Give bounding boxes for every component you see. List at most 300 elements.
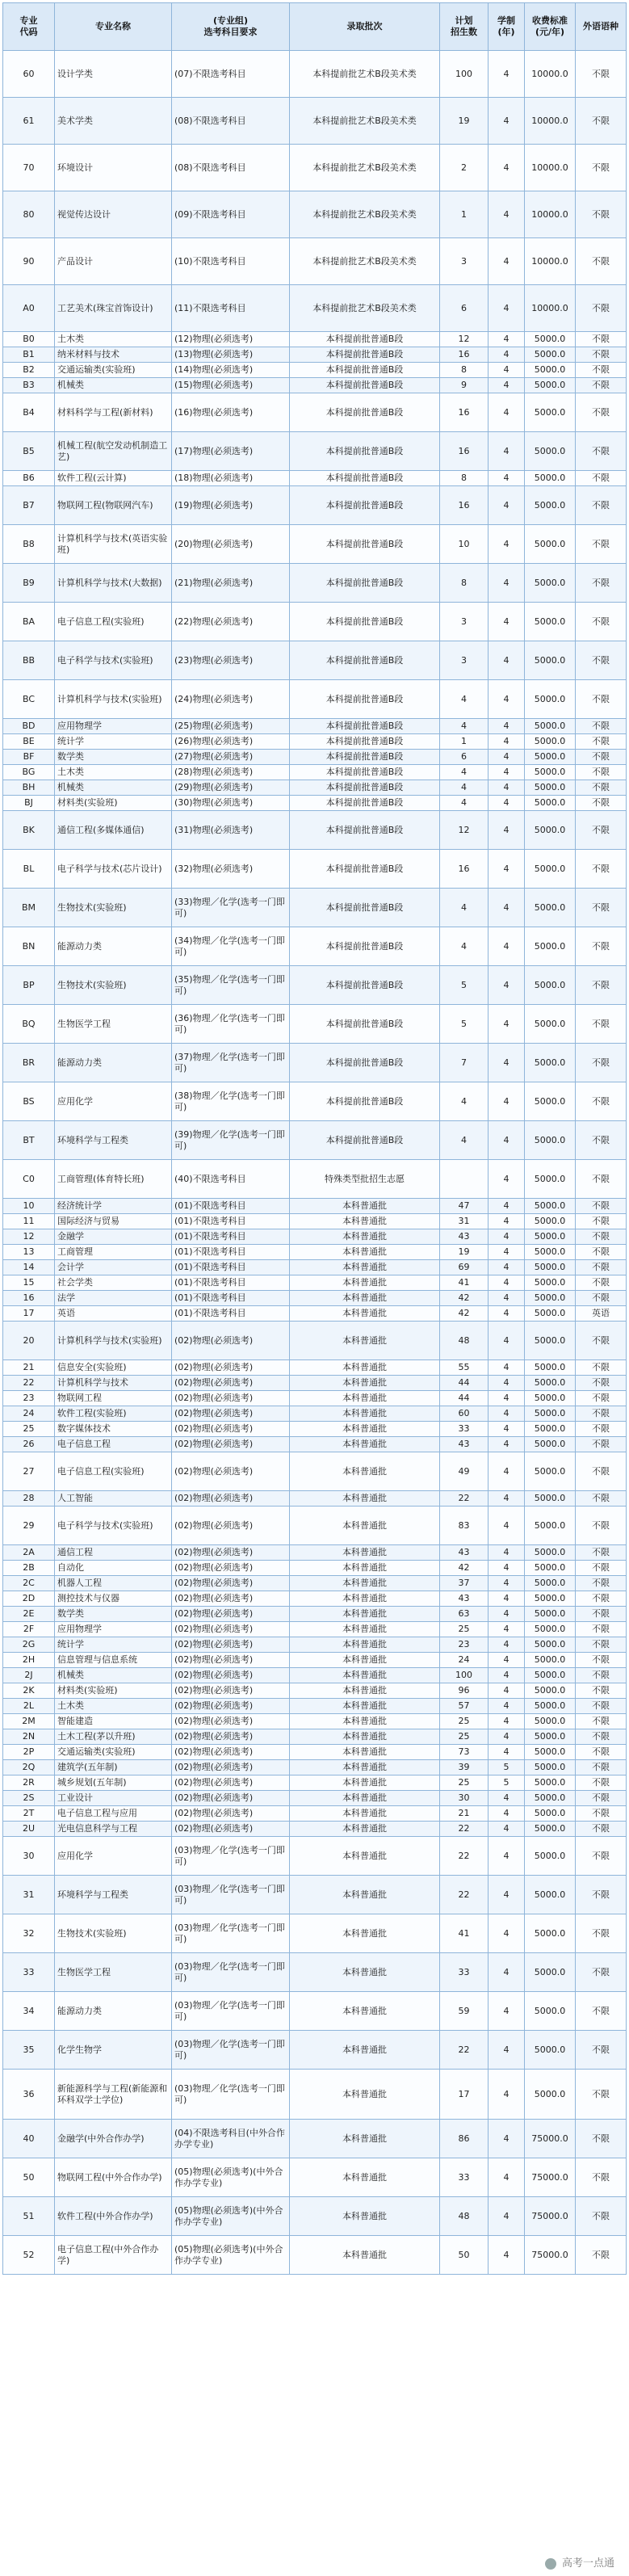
major-name-cell: 电子科学与技术(实验班) (55, 641, 172, 680)
study-years-cell: 4 (489, 238, 525, 285)
admission-batch-cell: 本科普通批 (290, 1245, 440, 1260)
admission-batch-cell: 本科提前批艺术B段美术类 (290, 238, 440, 285)
table-row (3, 603, 627, 641)
major-name-cell: 应用化学 (55, 1082, 172, 1121)
major-name-cell: 机械类 (55, 780, 172, 796)
subject-requirement-cell: (03)物理／化学(选考一门即可) (172, 2070, 290, 2120)
subject-requirement-cell: (02)物理(必须选考) (172, 1607, 290, 1622)
tuition-fee-cell: 5000.0 (525, 1837, 576, 1876)
table-row (3, 393, 627, 432)
plan-count-cell: 12 (440, 332, 489, 347)
tuition-fee-cell: 5000.0 (525, 1260, 576, 1275)
study-years-cell: 4 (489, 285, 525, 332)
plan-count-cell: 86 (440, 2120, 489, 2158)
foreign-language-cell: 不限 (576, 1121, 627, 1160)
study-years-cell: 4 (489, 145, 525, 191)
admission-batch-cell: 本科普通批 (290, 1914, 440, 1953)
major-name-cell: 城乡规划(五年制) (55, 1775, 172, 1791)
study-years-cell: 4 (489, 191, 525, 238)
table-row (3, 1306, 627, 1322)
admission-batch-cell: 本科普通批 (290, 1714, 440, 1729)
table-row (3, 1622, 627, 1637)
major-name-cell: 软件工程(云计算) (55, 471, 172, 486)
header-batch: 录取批次 (290, 3, 440, 51)
major-code-cell: BL (3, 850, 55, 889)
major-name-cell: 通信工程 (55, 1545, 172, 1561)
study-years-cell: 4 (489, 1699, 525, 1714)
subject-requirement-cell: (02)物理(必须选考) (172, 1507, 290, 1545)
plan-count-cell: 41 (440, 1275, 489, 1291)
subject-requirement-cell: (02)物理(必须选考) (172, 1322, 290, 1360)
plan-count-cell: 42 (440, 1291, 489, 1306)
plan-count-cell: 16 (440, 850, 489, 889)
major-code-cell: 51 (3, 2197, 55, 2236)
major-name-cell: 软件工程(实验班) (55, 1406, 172, 1422)
study-years-cell: 4 (489, 1992, 525, 2031)
admission-batch-cell: 本科提前批普通B段 (290, 486, 440, 525)
table-row (3, 1683, 627, 1699)
plan-count-cell: 30 (440, 1791, 489, 1806)
table-row (3, 378, 627, 393)
table-row (3, 1422, 627, 1437)
admission-batch-cell: 本科提前批艺术B段美术类 (290, 145, 440, 191)
table-row (3, 1376, 627, 1391)
study-years-cell: 4 (489, 564, 525, 603)
major-name-cell: 国际经济与贸易 (55, 1214, 172, 1229)
tuition-fee-cell: 5000.0 (525, 1121, 576, 1160)
study-years-cell: 4 (489, 1322, 525, 1360)
subject-requirement-cell: (33)物理／化学(选考一门即可) (172, 889, 290, 927)
table-row (3, 2070, 627, 2120)
subject-requirement-cell: (05)物理(必须选考)(中外合作办学专业) (172, 2236, 290, 2275)
foreign-language-cell: 不限 (576, 191, 627, 238)
tuition-fee-cell: 5000.0 (525, 1637, 576, 1653)
foreign-language-cell: 不限 (576, 1507, 627, 1545)
foreign-language-cell: 不限 (576, 486, 627, 525)
study-years-cell: 5 (489, 1775, 525, 1791)
foreign-language-cell: 英语 (576, 1306, 627, 1322)
foreign-language-cell: 不限 (576, 1245, 627, 1260)
table-row (3, 889, 627, 927)
major-name-cell: 英语 (55, 1306, 172, 1322)
admission-batch-cell: 本科普通批 (290, 1561, 440, 1576)
study-years-cell: 4 (489, 347, 525, 363)
subject-requirement-cell: (17)物理(必须选考) (172, 432, 290, 471)
major-code-cell: 2U (3, 1822, 55, 1837)
table-row (3, 1668, 627, 1683)
foreign-language-cell: 不限 (576, 2236, 627, 2275)
study-years-cell: 4 (489, 1360, 525, 1376)
foreign-language-cell: 不限 (576, 363, 627, 378)
admission-batch-cell: 本科普通批 (290, 1668, 440, 1683)
major-name-cell: 电子信息工程(实验班) (55, 1452, 172, 1491)
table-row (3, 1607, 627, 1622)
study-years-cell: 4 (489, 1245, 525, 1260)
table-row (3, 285, 627, 332)
major-code-cell: 2F (3, 1622, 55, 1637)
admission-batch-cell: 本科普通批 (290, 1876, 440, 1914)
major-code-cell: 34 (3, 1992, 55, 2031)
plan-count-cell: 96 (440, 1683, 489, 1699)
major-name-cell: 能源动力类 (55, 1992, 172, 2031)
tuition-fee-cell: 5000.0 (525, 1683, 576, 1699)
admission-batch-cell: 本科提前批普通B段 (290, 796, 440, 811)
major-code-cell: BN (3, 927, 55, 966)
study-years-cell: 4 (489, 641, 525, 680)
foreign-language-cell: 不限 (576, 393, 627, 432)
major-code-cell: 2N (3, 1729, 55, 1745)
tuition-fee-cell: 5000.0 (525, 1491, 576, 1507)
major-code-cell: 17 (3, 1306, 55, 1322)
table-row (3, 734, 627, 750)
table-row (3, 1229, 627, 1245)
major-code-cell: 80 (3, 191, 55, 238)
subject-requirement-cell: (32)物理(必须选考) (172, 850, 290, 889)
study-years-cell: 4 (489, 1876, 525, 1914)
tuition-fee-cell: 5000.0 (525, 525, 576, 564)
foreign-language-cell: 不限 (576, 680, 627, 719)
tuition-fee-cell: 5000.0 (525, 1775, 576, 1791)
tuition-fee-cell: 5000.0 (525, 719, 576, 734)
subject-requirement-cell: (27)物理(必须选考) (172, 750, 290, 765)
subject-requirement-cell: (02)物理(必须选考) (172, 1668, 290, 1683)
foreign-language-cell: 不限 (576, 1160, 627, 1199)
foreign-language-cell: 不限 (576, 1876, 627, 1914)
table-row (3, 1452, 627, 1491)
subject-requirement-cell: (02)物理(必须选考) (172, 1775, 290, 1791)
table-row (3, 1822, 627, 1837)
tuition-fee-cell: 10000.0 (525, 145, 576, 191)
major-code-cell: BC (3, 680, 55, 719)
tuition-fee-cell: 5000.0 (525, 1245, 576, 1260)
admission-batch-cell: 本科提前批普通B段 (290, 641, 440, 680)
plan-count-cell: 25 (440, 1729, 489, 1745)
tuition-fee-cell: 5000.0 (525, 680, 576, 719)
major-code-cell: 61 (3, 98, 55, 145)
major-code-cell: BB (3, 641, 55, 680)
study-years-cell: 4 (489, 1291, 525, 1306)
major-code-cell: BP (3, 966, 55, 1005)
subject-requirement-cell: (02)物理(必须选考) (172, 1791, 290, 1806)
foreign-language-cell: 不限 (576, 471, 627, 486)
foreign-language-cell: 不限 (576, 1376, 627, 1391)
admission-batch-cell: 本科提前批普通B段 (290, 927, 440, 966)
table-row (3, 525, 627, 564)
admission-batch-cell: 特殊类型批招生志愿 (290, 1160, 440, 1199)
admission-batch-cell: 本科提前批普通B段 (290, 966, 440, 1005)
plan-count-cell: 22 (440, 1837, 489, 1876)
foreign-language-cell: 不限 (576, 564, 627, 603)
major-name-cell: 信息管理与信息系统 (55, 1653, 172, 1668)
tuition-fee-cell: 5000.0 (525, 1082, 576, 1121)
table-row (3, 1775, 627, 1791)
subject-requirement-cell: (02)物理(必须选考) (172, 1591, 290, 1607)
subject-requirement-cell: (36)物理／化学(选考一门即可) (172, 1005, 290, 1044)
admission-batch-cell: 本科提前批普通B段 (290, 850, 440, 889)
subject-requirement-cell: (01)不限选考科目 (172, 1199, 290, 1214)
admission-batch-cell: 本科提前批普通B段 (290, 471, 440, 486)
major-name-cell: 电子科学与技术(芯片设计) (55, 850, 172, 889)
table-row (3, 811, 627, 850)
foreign-language-cell: 不限 (576, 1953, 627, 1992)
subject-requirement-cell: (02)物理(必须选考) (172, 1622, 290, 1637)
major-code-cell: BR (3, 1044, 55, 1082)
foreign-language-cell: 不限 (576, 1992, 627, 2031)
table-row (3, 1437, 627, 1452)
table-row (3, 750, 627, 765)
table-row (3, 1576, 627, 1591)
foreign-language-cell: 不限 (576, 750, 627, 765)
table-row (3, 347, 627, 363)
tuition-fee-cell: 5000.0 (525, 1322, 576, 1360)
admission-batch-cell: 本科普通批 (290, 1683, 440, 1699)
admission-batch-cell: 本科提前批艺术B段美术类 (290, 191, 440, 238)
major-code-cell: BJ (3, 796, 55, 811)
table-row (3, 486, 627, 525)
tuition-fee-cell: 5000.0 (525, 332, 576, 347)
tuition-fee-cell: 5000.0 (525, 1668, 576, 1683)
admission-batch-cell: 本科普通批 (290, 1837, 440, 1876)
major-name-cell: 电子科学与技术(实验班) (55, 1507, 172, 1545)
foreign-language-cell: 不限 (576, 285, 627, 332)
table-row (3, 1806, 627, 1822)
admission-batch-cell: 本科普通批 (290, 1406, 440, 1422)
table-row (3, 1507, 627, 1545)
study-years-cell: 5 (489, 1760, 525, 1775)
major-name-cell: 法学 (55, 1291, 172, 1306)
foreign-language-cell: 不限 (576, 1214, 627, 1229)
major-code-cell: 2M (3, 1714, 55, 1729)
major-name-cell: 设计学类 (55, 51, 172, 98)
tuition-fee-cell: 5000.0 (525, 641, 576, 680)
plan-count-cell: 3 (440, 641, 489, 680)
study-years-cell: 4 (489, 2236, 525, 2275)
major-code-cell: 32 (3, 1914, 55, 1953)
admission-batch-cell: 本科提前批普通B段 (290, 363, 440, 378)
subject-requirement-cell: (04)不限选考科目(中外合作办学专业) (172, 2120, 290, 2158)
major-name-cell: 应用物理学 (55, 1622, 172, 1637)
study-years-cell: 4 (489, 525, 525, 564)
subject-requirement-cell: (28)物理(必须选考) (172, 765, 290, 780)
major-name-cell: 金融学(中外合作办学) (55, 2120, 172, 2158)
tuition-fee-cell: 10000.0 (525, 285, 576, 332)
plan-count-cell: 16 (440, 486, 489, 525)
plan-count-cell: 41 (440, 1914, 489, 1953)
plan-count-cell: 42 (440, 1306, 489, 1322)
study-years-cell: 4 (489, 1729, 525, 1745)
major-code-cell: 29 (3, 1507, 55, 1545)
major-code-cell: 20 (3, 1322, 55, 1360)
study-years-cell: 4 (489, 680, 525, 719)
major-name-cell: 电子信息工程(中外合作办学) (55, 2236, 172, 2275)
admission-batch-cell: 本科普通批 (290, 1653, 440, 1668)
tuition-fee-cell: 10000.0 (525, 51, 576, 98)
subject-requirement-cell: (05)物理(必须选考)(中外合作办学专业) (172, 2197, 290, 2236)
major-name-cell: 电子信息工程与应用 (55, 1806, 172, 1822)
foreign-language-cell: 不限 (576, 1607, 627, 1622)
major-code-cell: 2D (3, 1591, 55, 1607)
tuition-fee-cell: 5000.0 (525, 1214, 576, 1229)
major-code-cell: BT (3, 1121, 55, 1160)
tuition-fee-cell: 5000.0 (525, 2031, 576, 2070)
admission-batch-cell: 本科普通批 (290, 1806, 440, 1822)
foreign-language-cell: 不限 (576, 1044, 627, 1082)
tuition-fee-cell: 5000.0 (525, 486, 576, 525)
major-code-cell: 30 (3, 1837, 55, 1876)
plan-count-cell: 33 (440, 2158, 489, 2197)
tuition-fee-cell: 5000.0 (525, 1953, 576, 1992)
major-name-cell: 数学类 (55, 750, 172, 765)
tuition-fee-cell: 5000.0 (525, 1576, 576, 1591)
plan-count-cell: 42 (440, 1561, 489, 1576)
admission-batch-cell: 本科普通批 (290, 1791, 440, 1806)
subject-requirement-cell: (14)物理(必须选考) (172, 363, 290, 378)
subject-requirement-cell: (02)物理(必须选考) (172, 1376, 290, 1391)
table-row (3, 51, 627, 98)
foreign-language-cell: 不限 (576, 1914, 627, 1953)
major-code-cell: 2A (3, 1545, 55, 1561)
major-code-cell: B7 (3, 486, 55, 525)
foreign-language-cell: 不限 (576, 1745, 627, 1760)
foreign-language-cell: 不限 (576, 1322, 627, 1360)
major-name-cell: 土木工程(茅以升班) (55, 1729, 172, 1745)
table-row (3, 1082, 627, 1121)
tuition-fee-cell: 75000.0 (525, 2158, 576, 2197)
admission-batch-cell: 本科普通批 (290, 1214, 440, 1229)
major-code-cell: B8 (3, 525, 55, 564)
admission-batch-cell: 本科普通批 (290, 1199, 440, 1214)
major-name-cell: 工业设计 (55, 1791, 172, 1806)
study-years-cell: 4 (489, 432, 525, 471)
subject-requirement-cell: (16)物理(必须选考) (172, 393, 290, 432)
foreign-language-cell: 不限 (576, 780, 627, 796)
major-code-cell: 24 (3, 1406, 55, 1422)
foreign-language-cell: 不限 (576, 1391, 627, 1406)
plan-count-cell: 37 (440, 1576, 489, 1591)
plan-count-cell: 25 (440, 1714, 489, 1729)
table-row (3, 1199, 627, 1214)
subject-requirement-cell: (02)物理(必须选考) (172, 1452, 290, 1491)
plan-count-cell: 16 (440, 432, 489, 471)
major-name-cell: 纳米材料与技术 (55, 347, 172, 363)
study-years-cell: 4 (489, 2197, 525, 2236)
plan-count-cell: 7 (440, 1044, 489, 1082)
major-name-cell: 信息安全(实验班) (55, 1360, 172, 1376)
admission-batch-cell: 本科普通批 (290, 2070, 440, 2120)
header-years: 学制 (年) (489, 3, 525, 51)
tuition-fee-cell: 5000.0 (525, 1545, 576, 1561)
major-name-cell: 能源动力类 (55, 1044, 172, 1082)
table-row (3, 1791, 627, 1806)
admission-batch-cell: 本科普通批 (290, 1306, 440, 1322)
table-row (3, 765, 627, 780)
plan-count-cell: 44 (440, 1391, 489, 1406)
table-row (3, 1260, 627, 1275)
major-name-cell: 计算机科学与技术(英语实验班) (55, 525, 172, 564)
study-years-cell: 4 (489, 796, 525, 811)
major-name-cell: 物联网工程(物联网汽车) (55, 486, 172, 525)
table-row (3, 850, 627, 889)
foreign-language-cell: 不限 (576, 1260, 627, 1275)
plan-count-cell: 69 (440, 1260, 489, 1275)
subject-requirement-cell: (02)物理(必须选考) (172, 1760, 290, 1775)
major-name-cell: 物联网工程(中外合作办学) (55, 2158, 172, 2197)
tuition-fee-cell: 5000.0 (525, 1376, 576, 1391)
plan-count-cell: 4 (440, 780, 489, 796)
plan-count-cell: 44 (440, 1376, 489, 1391)
major-code-cell: 22 (3, 1376, 55, 1391)
study-years-cell: 4 (489, 1121, 525, 1160)
major-code-cell: 2H (3, 1653, 55, 1668)
admission-batch-cell: 本科普通批 (290, 2197, 440, 2236)
subject-requirement-cell: (02)物理(必须选考) (172, 1714, 290, 1729)
major-code-cell: 90 (3, 238, 55, 285)
admission-batch-cell: 本科普通批 (290, 1775, 440, 1791)
tuition-fee-cell: 5000.0 (525, 1745, 576, 1760)
subject-requirement-cell: (02)物理(必须选考) (172, 1653, 290, 1668)
major-code-cell: B6 (3, 471, 55, 486)
study-years-cell: 4 (489, 332, 525, 347)
subject-requirement-cell: (11)不限选考科目 (172, 285, 290, 332)
admission-batch-cell: 本科提前批艺术B段美术类 (290, 51, 440, 98)
tuition-fee-cell: 5000.0 (525, 347, 576, 363)
subject-requirement-cell: (07)不限选考科目 (172, 51, 290, 98)
study-years-cell: 4 (489, 1653, 525, 1668)
table-row (3, 927, 627, 966)
tuition-fee-cell: 5000.0 (525, 1005, 576, 1044)
study-years-cell: 4 (489, 1406, 525, 1422)
admission-batch-cell: 本科提前批普通B段 (290, 432, 440, 471)
study-years-cell: 4 (489, 1437, 525, 1452)
plan-count-cell: 39 (440, 1760, 489, 1775)
major-name-cell: 软件工程(中外合作办学) (55, 2197, 172, 2236)
plan-count-cell: 100 (440, 51, 489, 98)
study-years-cell: 4 (489, 1806, 525, 1822)
tuition-fee-cell: 5000.0 (525, 1914, 576, 1953)
table-row (3, 1005, 627, 1044)
plan-count-cell: 22 (440, 2031, 489, 2070)
subject-requirement-cell: (19)物理(必须选考) (172, 486, 290, 525)
tuition-fee-cell: 5000.0 (525, 1452, 576, 1491)
foreign-language-cell: 不限 (576, 1699, 627, 1714)
foreign-language-cell: 不限 (576, 927, 627, 966)
major-name-cell: 生物医学工程 (55, 1953, 172, 1992)
tuition-fee-cell: 5000.0 (525, 1044, 576, 1082)
major-name-cell: 环境科学与工程类 (55, 1121, 172, 1160)
study-years-cell: 4 (489, 1561, 525, 1576)
table-row (3, 1953, 627, 1992)
foreign-language-cell: 不限 (576, 145, 627, 191)
major-code-cell: 70 (3, 145, 55, 191)
subject-requirement-cell: (02)物理(必须选考) (172, 1545, 290, 1561)
major-code-cell: B2 (3, 363, 55, 378)
major-code-cell: 21 (3, 1360, 55, 1376)
tuition-fee-cell: 5000.0 (525, 1199, 576, 1214)
foreign-language-cell: 不限 (576, 641, 627, 680)
tuition-fee-cell: 5000.0 (525, 780, 576, 796)
tuition-fee-cell: 5000.0 (525, 765, 576, 780)
major-code-cell: 2S (3, 1791, 55, 1806)
major-code-cell: 15 (3, 1275, 55, 1291)
major-name-cell: 工商管理(体育特长班) (55, 1160, 172, 1199)
plan-count-cell: 3 (440, 603, 489, 641)
foreign-language-cell: 不限 (576, 765, 627, 780)
foreign-language-cell: 不限 (576, 1360, 627, 1376)
study-years-cell: 4 (489, 1160, 525, 1199)
study-years-cell: 4 (489, 1745, 525, 1760)
study-years-cell: 4 (489, 1199, 525, 1214)
plan-count-cell: 17 (440, 2070, 489, 2120)
